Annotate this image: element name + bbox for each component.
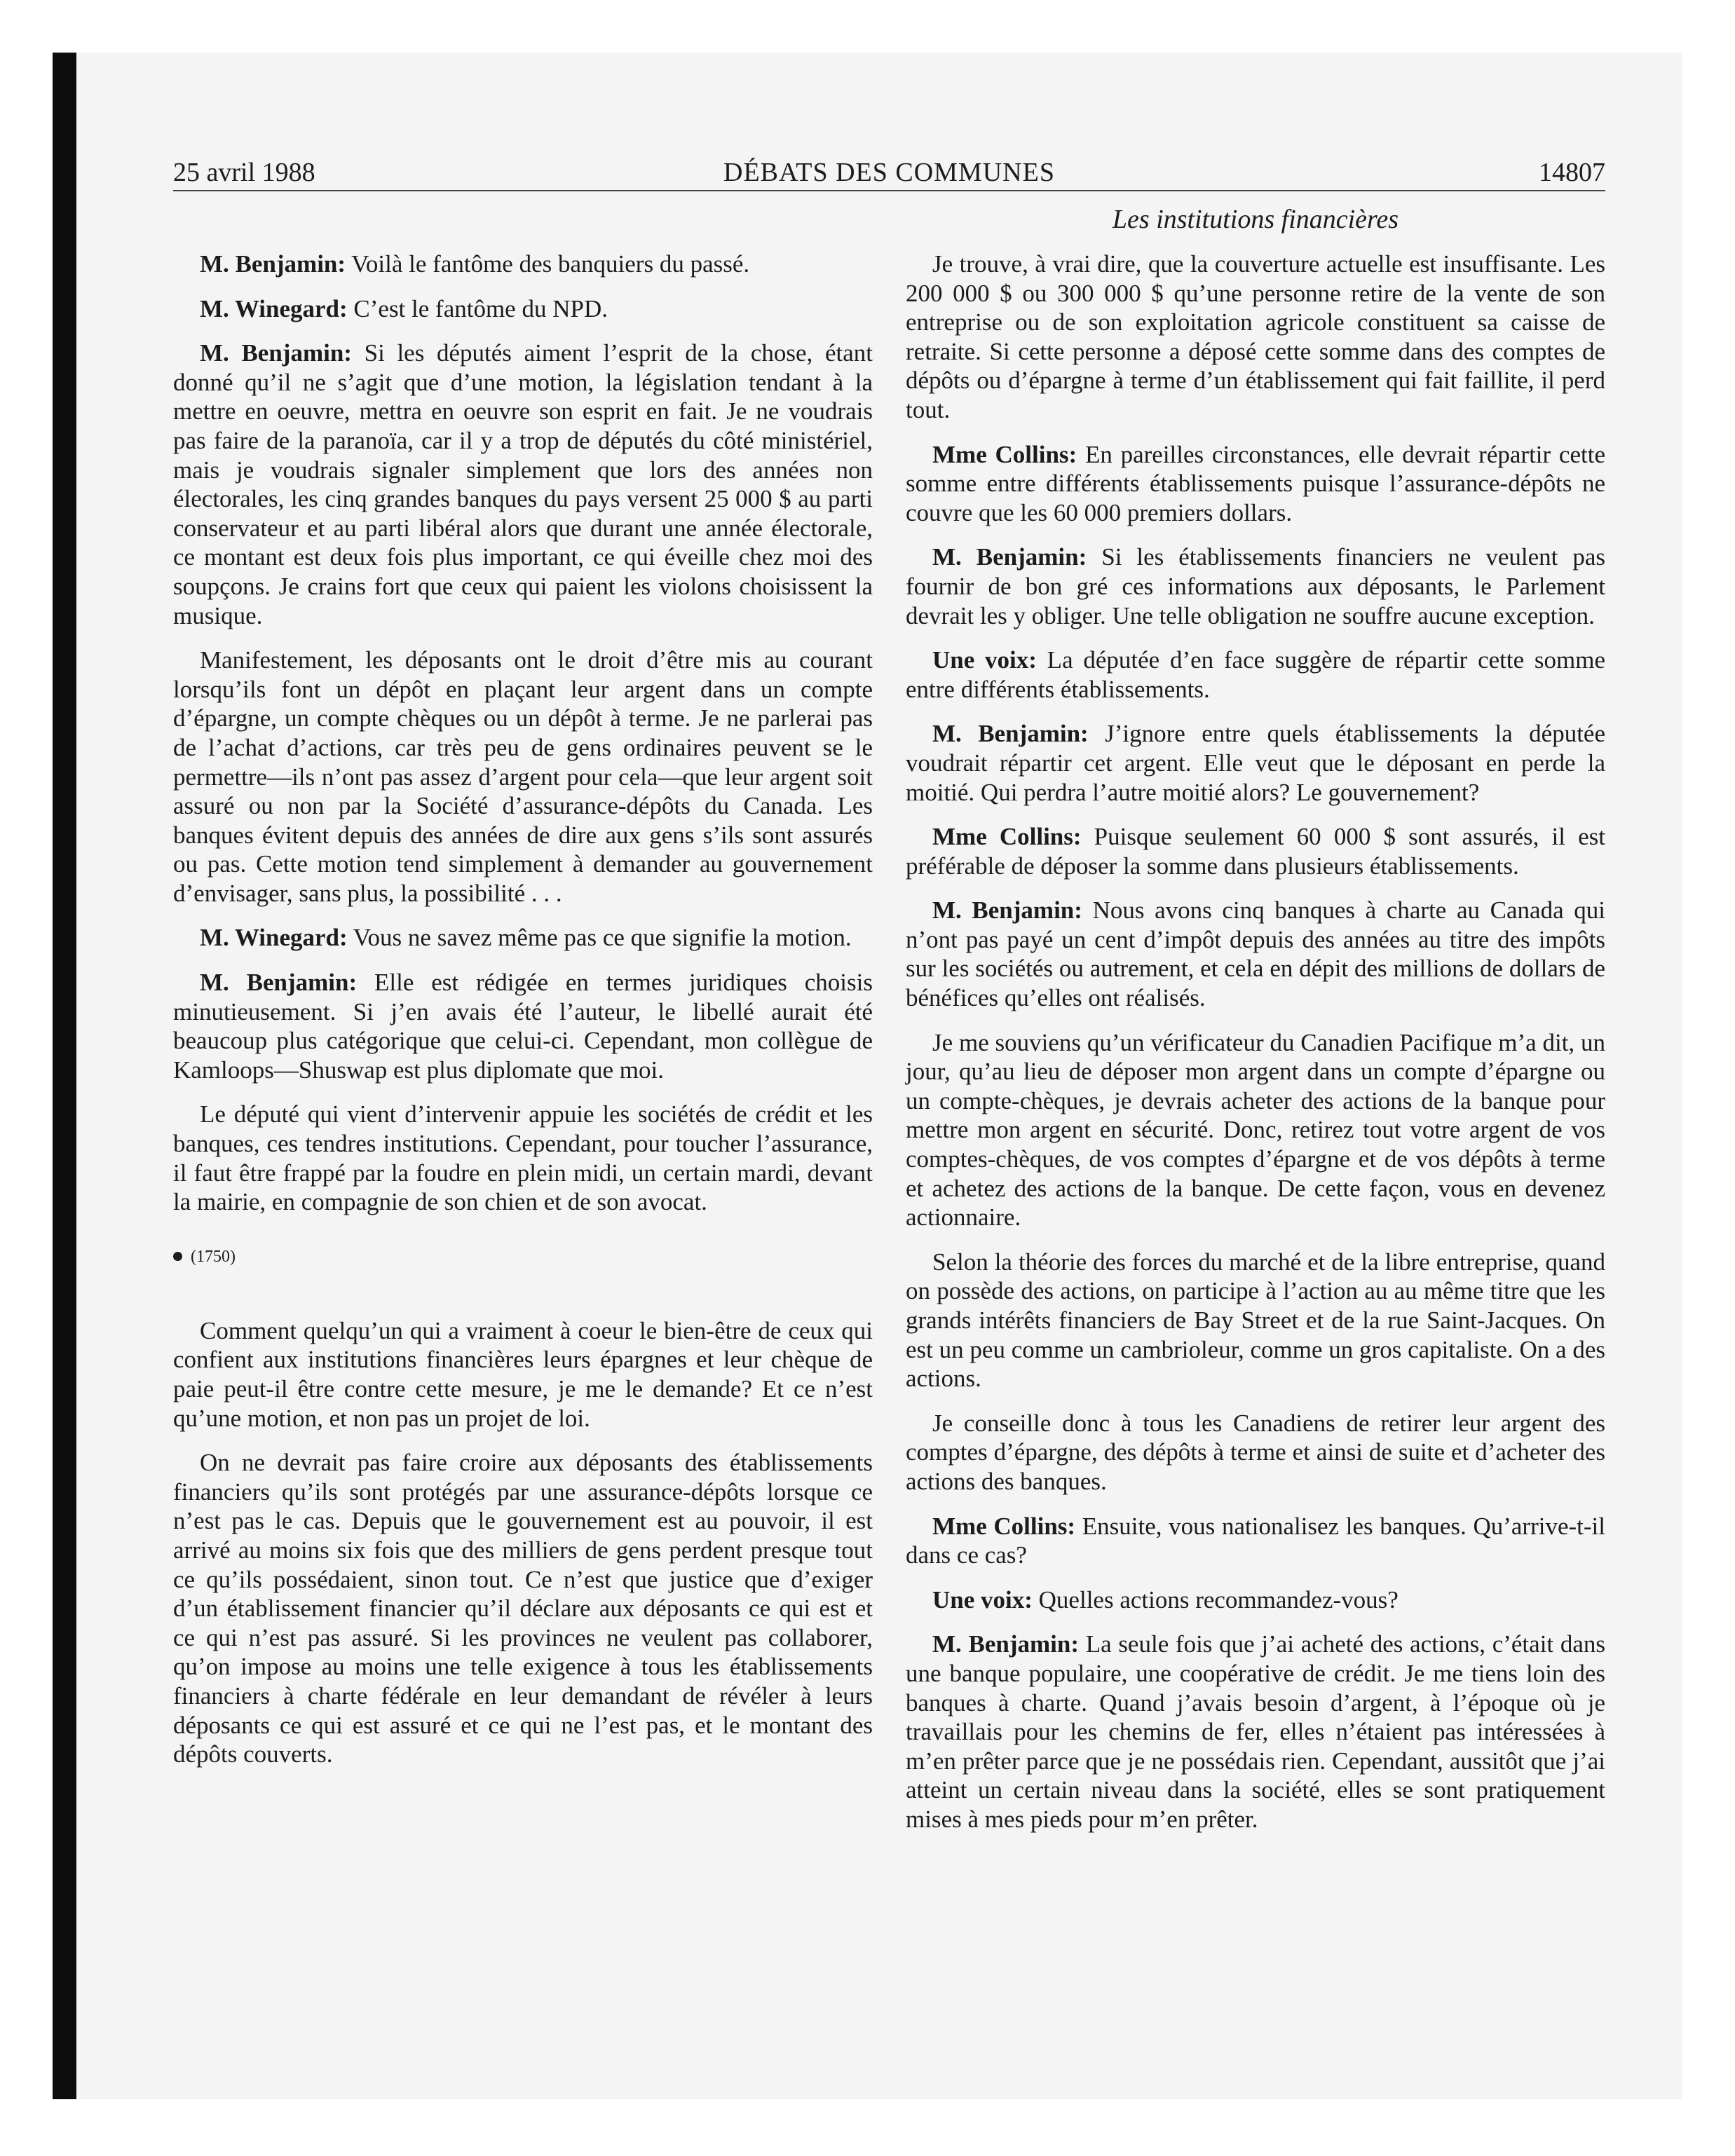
paragraph-text: Quelles actions recommandez-vous? <box>1032 1585 1399 1613</box>
scan-edge-shadow <box>53 53 76 2099</box>
paragraph <box>906 822 1605 880</box>
left-column-paragraphs-after <box>173 1316 873 1769</box>
paragraph-text: Voilà le fantôme des banquiers du passé. <box>346 250 750 278</box>
paragraph <box>173 339 873 630</box>
paragraph-text: La députée d’en face suggère de répartir cette somme entre différents établissements. <box>906 646 1605 703</box>
timestamp-marker <box>173 1246 873 1267</box>
paragraph <box>173 968 873 1084</box>
timestamp-text: (1750) <box>191 1247 236 1266</box>
paragraph-text: Je conseille donc à tous les Canadiens de retirer leur argent des comptes d’épargne, des dépôts à terme et ainsi de suite et d’acheter des actions des banques. <box>906 1409 1605 1495</box>
paragraph <box>173 294 873 324</box>
paragraph <box>906 646 1605 704</box>
paragraph <box>173 1100 873 1216</box>
speaker-name: M. Winegard: <box>200 924 348 952</box>
paragraph <box>906 1409 1605 1496</box>
bullet-icon <box>173 1252 182 1261</box>
paragraph <box>906 543 1605 630</box>
paragraph-text: Nous avons cinq banques à charte au Canada qui n’ont pas payé un cent d’impôt depuis des années au titre des impôts sur les sociétés ou autrement, et cela en dépit des millions de dollars de bénéfices qu’elles ont réalisés. <box>906 896 1605 1012</box>
speaker-name: M. Winegard: <box>200 294 348 322</box>
paragraph-text: Vous ne savez même pas ce que signifie la motion. <box>347 924 852 952</box>
paragraph <box>906 250 1605 425</box>
left-column <box>173 250 873 1785</box>
paragraph-text: Elle est rédigée en termes juridiques choisis minutieusement. Si j’en avais été l’auteur, le libellé aurait été beaucoup plus catégorique que celui-ci. Cependant, mon collègue de Kamloops—Shuswap est plus diplomate que moi. <box>173 969 873 1084</box>
speaker-name: Une voix: <box>932 646 1037 674</box>
paragraph-text: Le député qui vient d’intervenir appuie les sociétés de crédit et les banques, ces tendres institutions. Cependant, pour toucher l’assurance, il faut être frappé par la foudre en plein midi, un certain mardi, devant la mairie, en compagnie de son chien et de son avocat. <box>173 1100 873 1216</box>
paragraph <box>906 1028 1605 1232</box>
paragraph <box>906 1248 1605 1393</box>
header-title: DÉBATS DES COMMUNES <box>723 158 1055 187</box>
paragraph-text: C’est le fantôme du NPD. <box>347 294 608 322</box>
header-date: 25 avril 1988 <box>173 158 315 187</box>
paragraph-text: Je me souviens qu’un vérificateur du Canadien Pacifique m’a dit, un jour, qu’au lieu de déposer mon argent dans un compte d’épargne ou un compte-chèques, je devrais acheter des actions de la banque pour mettre mon argent en sécurité. Donc, retirez tout votre argent de vos comptes-chèques, de vos comptes d’épargne et de vos dépôts à terme et achetez des actions de la banque. De cette façon, vous en devenez actionnaire. <box>906 1028 1605 1231</box>
speaker-name: M. Benjamin: <box>932 720 1089 748</box>
section-title: Les institutions financières <box>1112 205 1399 234</box>
speaker-name: M. Benjamin: <box>932 543 1087 571</box>
speaker-name: Mme Collins: <box>932 1512 1076 1540</box>
paragraph-text: J’ignore entre quels établissements la députée voudrait répartir cet argent. Elle veut que le déposant en perde la moitié. Qui perdra l’autre moitié alors? Le gouvernement? <box>906 720 1605 806</box>
paragraph-text: Ensuite, vous nationalisez les banques. Qu’arrive-t-il dans ce cas? <box>906 1512 1605 1569</box>
paragraph-text: En pareilles circonstances, elle devrait répartir cette somme entre différents établissements puisque l’assurance-dépôts ne couvre que les 60 000 premiers dollars. <box>906 440 1605 526</box>
paragraph <box>173 646 873 908</box>
speaker-name: Une voix: <box>932 1585 1033 1613</box>
speaker-name: M. Benjamin: <box>932 896 1082 925</box>
paragraph <box>173 1316 873 1433</box>
paragraph-text: Manifestement, les déposants ont le droit d’être mis au courant lorsqu’ils font un dépôt en plaçant leur argent dans un compte d’épargne, un compte chèques ou un dépôt à terme. Je ne parlerai pas de l’achat d’actions, car très peu de gens ordinaires peuvent se le permettre—ils n’ont pas assez d’argent pour cela—que leur argent soit assuré ou non par la Société d’assurance-dépôts du Canada. Les banques évitent depuis des années de dire aux gens s’ils sont assurés ou pas. Cette motion tend simplement à demander au gouvernement d’envisager, sans plus, la possibilité . . . <box>173 646 873 907</box>
speaker-name: Mme Collins: <box>932 440 1077 468</box>
left-column-paragraphs <box>173 250 873 1217</box>
speaker-name: M. Benjamin: <box>200 969 358 997</box>
paragraph-text: Comment quelqu’un qui a vraiment à coeur le bien-être de ceux qui confient aux institutions financières leurs épargnes et leur chèque de paie peut-il être contre cette mesure, je me le demande? Et ce n’est qu’une motion, et non pas un projet de loi. <box>173 1316 873 1432</box>
paragraph <box>906 1585 1605 1615</box>
paragraph <box>173 1448 873 1769</box>
right-column <box>906 250 1605 1850</box>
paragraph-text: Selon la théorie des forces du marché et de la libre entreprise, quand on possède des actions, on participe à l’action au au même titre que les grands intérêts financiers de Bay Street et de la rue Saint-Jacques. On est un peu comme un cambrioleur, comme un gros capitaliste. On a des actions. <box>906 1248 1605 1393</box>
running-header <box>173 149 1605 191</box>
paragraph-text: La seule fois que j’ai acheté des actions, c’était dans une banque populaire, une coopérative de crédit. Je me tiens loin des banques à charte. Quand j’avais besoin d’argent, à l’époque où je travaillais pour les chemins de fer, elles n’étaient pas intéressées à m’en prêter parce que je ne possédais rien. Cependant, aussitôt que j’ai atteint un certain niveau dans la société, elles se sont pratiquement mises à mes pieds pour m’en prêter. <box>906 1630 1605 1833</box>
paragraph <box>906 440 1605 528</box>
speaker-name: Mme Collins: <box>932 823 1082 851</box>
paragraph-text: Je trouve, à vrai dire, que la couverture actuelle est insuffisante. Les 200 000 $ ou 300 000 $ qu’une personne retire de la vente de son entreprise ou de son exploitation agricole constituent sa caisse de retraite. Si cette personne a déposé cette somme dans des comptes de dépôts ou d’épargne à terme d’un établissement qui fait faillite, il perd tout. <box>906 250 1605 423</box>
paragraph <box>173 250 873 279</box>
paragraph-text: Si les députés aiment l’esprit de la chose, étant donné qu’il ne s’agit que d’une motion, la législation tendant à la mettre en oeuvre, mettra en oeuvre son esprit en fait. Je ne voudrais pas faire de la paranoïa, car il y a trop de députés du côté ministériel, mais je voudrais signaler simplement que lors des années non électorales, les cinq grandes banques du pays versent 25 000 $ au parti conservateur et au parti libéral alors que durant une année électorale, ce montant est deux fois plus important, ce qui éveille chez moi des soupçons. Je crains fort que ceux qui paient les violons choisissent la musique. <box>173 339 873 629</box>
speaker-name: M. Benjamin: <box>932 1630 1079 1658</box>
paragraph-text: Puisque seulement 60 000 $ sont assurés, il est préférable de déposer la somme dans plusieurs établissements. <box>906 823 1605 880</box>
paragraph <box>906 896 1605 1012</box>
paragraph <box>906 1630 1605 1834</box>
paragraph <box>173 923 873 953</box>
paragraph <box>906 1512 1605 1570</box>
speaker-name: M. Benjamin: <box>200 339 352 367</box>
right-column-paragraphs <box>906 250 1605 1834</box>
paragraph-text: On ne devrait pas faire croire aux déposants des établissements financiers qu’ils sont protégés par une assurance-dépôts lorsque ce n’est pas le cas. Depuis que le gouvernement est au pouvoir, il est arrivé au moins six fois que des milliers de gens perdent presque tout ce qu’ils possédaient, sinon tout. Ce n’est que justice que d’exiger d’un établissement financier qu’il déclare aux déposants ce qui est et ce qui n’est pas assuré. Si les provinces ne veulent pas collaborer, qu’on impose au moins une telle exigence à tous les établissements financiers à charte fédérale en leur demandant de révéler à leurs déposants ce qui est assuré et ce qui ne l’est pas, et le montant des dépôts couverts. <box>173 1449 873 1768</box>
speaker-name: M. Benjamin: <box>200 250 346 278</box>
header-page-number: 14807 <box>1539 158 1605 187</box>
paragraph-text: Si les établissements financiers ne veulent pas fournir de bon gré ces informations aux déposants, le Parlement devrait les y obliger. Une telle obligation ne souffre aucune exception. <box>906 543 1605 629</box>
paragraph <box>906 719 1605 807</box>
